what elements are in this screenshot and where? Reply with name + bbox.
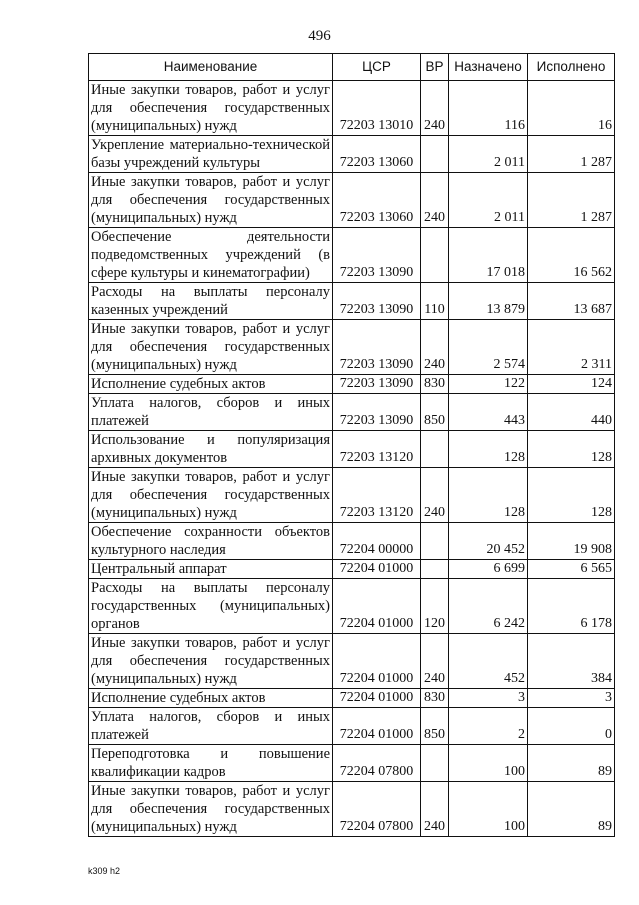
table-row (89, 228, 615, 283)
row-vr-cell (421, 431, 449, 468)
row-csr-cell: 72203 13090 (333, 228, 421, 283)
page-number: 496 (308, 28, 331, 44)
row-csr-cell: 72204 01000 (333, 560, 421, 579)
header-vr: ВР (421, 54, 449, 81)
row-executed-cell: 440 (528, 394, 615, 431)
row-vr-cell: 240 (421, 782, 449, 837)
row-vr-cell: 830 (421, 375, 449, 394)
row-assigned-cell: 100 (449, 782, 528, 837)
row-assigned-cell: 2 574 (449, 320, 528, 375)
row-name-cell: Обеспечение сохранности объектов культурного наследия (89, 523, 333, 560)
row-csr-cell: 72203 13060 (333, 173, 421, 228)
table-row (89, 634, 615, 689)
row-assigned-cell: 128 (449, 468, 528, 523)
row-name-cell: Центральный аппарат (89, 560, 333, 579)
row-csr-cell: 72204 07800 (333, 745, 421, 782)
table-row (89, 173, 615, 228)
row-assigned-cell: 3 (449, 689, 528, 708)
row-executed-cell: 16 562 (528, 228, 615, 283)
row-executed-cell: 3 (528, 689, 615, 708)
row-vr-cell (421, 560, 449, 579)
row-name-cell: Исполнение судебных актов (89, 375, 333, 394)
row-vr-cell: 120 (421, 579, 449, 634)
row-vr-cell: 240 (421, 173, 449, 228)
row-executed-cell: 89 (528, 782, 615, 837)
row-csr-cell: 72203 13010 (333, 81, 421, 136)
table-row (89, 782, 615, 837)
row-vr-cell: 110 (421, 283, 449, 320)
row-csr-cell: 72203 13090 (333, 375, 421, 394)
row-vr-cell: 850 (421, 394, 449, 431)
row-assigned-cell: 452 (449, 634, 528, 689)
table-row (89, 431, 615, 468)
row-name-cell: Иные закупки товаров, работ и услуг для обеспечения государственных (муниципальных) нужд (89, 634, 333, 689)
row-assigned-cell: 116 (449, 81, 528, 136)
header-assigned: Назначено (449, 54, 528, 81)
row-executed-cell: 124 (528, 375, 615, 394)
row-csr-cell: 72203 13090 (333, 394, 421, 431)
table-row (89, 689, 615, 708)
row-vr-cell (421, 745, 449, 782)
row-name-cell: Иные закупки товаров, работ и услуг для обеспечения государственных (муниципальных) нужд (89, 782, 333, 837)
row-vr-cell: 850 (421, 708, 449, 745)
row-vr-cell: 240 (421, 634, 449, 689)
row-executed-cell: 6 565 (528, 560, 615, 579)
table-row (89, 560, 615, 579)
row-vr-cell: 240 (421, 81, 449, 136)
row-assigned-cell: 6 242 (449, 579, 528, 634)
table-row (89, 523, 615, 560)
row-assigned-cell: 2 011 (449, 173, 528, 228)
row-csr-cell: 72204 01000 (333, 634, 421, 689)
row-vr-cell: 240 (421, 468, 449, 523)
row-vr-cell (421, 136, 449, 173)
table-row (89, 579, 615, 634)
table-row (89, 745, 615, 782)
row-executed-cell: 128 (528, 431, 615, 468)
row-executed-cell: 16 (528, 81, 615, 136)
row-vr-cell (421, 228, 449, 283)
row-name-cell: Уплата налогов, сборов и иных платежей (89, 708, 333, 745)
row-assigned-cell: 122 (449, 375, 528, 394)
table-row (89, 283, 615, 320)
row-csr-cell: 72204 00000 (333, 523, 421, 560)
table-body (89, 81, 615, 837)
row-assigned-cell: 6 699 (449, 560, 528, 579)
table-row (89, 81, 615, 136)
row-vr-cell: 240 (421, 320, 449, 375)
row-name-cell: Иные закупки товаров, работ и услуг для обеспечения государственных (муниципальных) нужд (89, 173, 333, 228)
row-name-cell: Использование и популяризация архивных документов (89, 431, 333, 468)
row-csr-cell: 72203 13120 (333, 468, 421, 523)
header-csr: ЦСР (333, 54, 421, 81)
row-vr-cell (421, 523, 449, 560)
row-executed-cell: 13 687 (528, 283, 615, 320)
row-name-cell: Обеспечение деятельности подведомственных учреждений (в сфере культуры и кинематографии) (89, 228, 333, 283)
row-csr-cell: 72204 07800 (333, 782, 421, 837)
row-executed-cell: 2 311 (528, 320, 615, 375)
row-assigned-cell: 443 (449, 394, 528, 431)
row-assigned-cell: 17 018 (449, 228, 528, 283)
row-name-cell: Исполнение судебных актов (89, 689, 333, 708)
header-name: Наименование (89, 54, 333, 81)
row-csr-cell: 72204 01000 (333, 579, 421, 634)
row-executed-cell: 384 (528, 634, 615, 689)
row-executed-cell: 1 287 (528, 173, 615, 228)
budget-table (88, 53, 615, 837)
row-name-cell: Иные закупки товаров, работ и услуг для обеспечения государственных (муниципальных) нужд (89, 81, 333, 136)
row-csr-cell: 72203 13090 (333, 320, 421, 375)
row-assigned-cell: 128 (449, 431, 528, 468)
row-executed-cell: 89 (528, 745, 615, 782)
row-assigned-cell: 100 (449, 745, 528, 782)
table-row (89, 708, 615, 745)
row-csr-cell: 72203 13090 (333, 283, 421, 320)
row-csr-cell: 72203 13120 (333, 431, 421, 468)
row-name-cell: Расходы на выплаты персоналу казенных учреждений (89, 283, 333, 320)
row-assigned-cell: 2 (449, 708, 528, 745)
row-executed-cell: 6 178 (528, 579, 615, 634)
row-name-cell: Расходы на выплаты персоналу государственных (муниципальных) органов (89, 579, 333, 634)
row-csr-cell: 72204 01000 (333, 689, 421, 708)
table-row (89, 394, 615, 431)
row-csr-cell: 72203 13060 (333, 136, 421, 173)
row-vr-cell: 830 (421, 689, 449, 708)
table-row (89, 320, 615, 375)
table-row (89, 136, 615, 173)
row-name-cell: Иные закупки товаров, работ и услуг для обеспечения государственных (муниципальных) нужд (89, 320, 333, 375)
row-name-cell: Уплата налогов, сборов и иных платежей (89, 394, 333, 431)
row-executed-cell: 128 (528, 468, 615, 523)
row-assigned-cell: 2 011 (449, 136, 528, 173)
table-header-row (89, 54, 615, 81)
row-name-cell: Иные закупки товаров, работ и услуг для обеспечения государственных (муниципальных) нужд (89, 468, 333, 523)
row-executed-cell: 1 287 (528, 136, 615, 173)
table-row (89, 468, 615, 523)
row-name-cell: Переподготовка и повышение квалификации кадров (89, 745, 333, 782)
row-assigned-cell: 20 452 (449, 523, 528, 560)
row-executed-cell: 19 908 (528, 523, 615, 560)
table-row (89, 375, 615, 394)
footer-code: k309 h2 (88, 866, 121, 876)
row-assigned-cell: 13 879 (449, 283, 528, 320)
row-csr-cell: 72204 01000 (333, 708, 421, 745)
row-name-cell: Укрепление материально-технической базы учреждений культуры (89, 136, 333, 173)
header-executed: Исполнено (528, 54, 615, 81)
row-executed-cell: 0 (528, 708, 615, 745)
